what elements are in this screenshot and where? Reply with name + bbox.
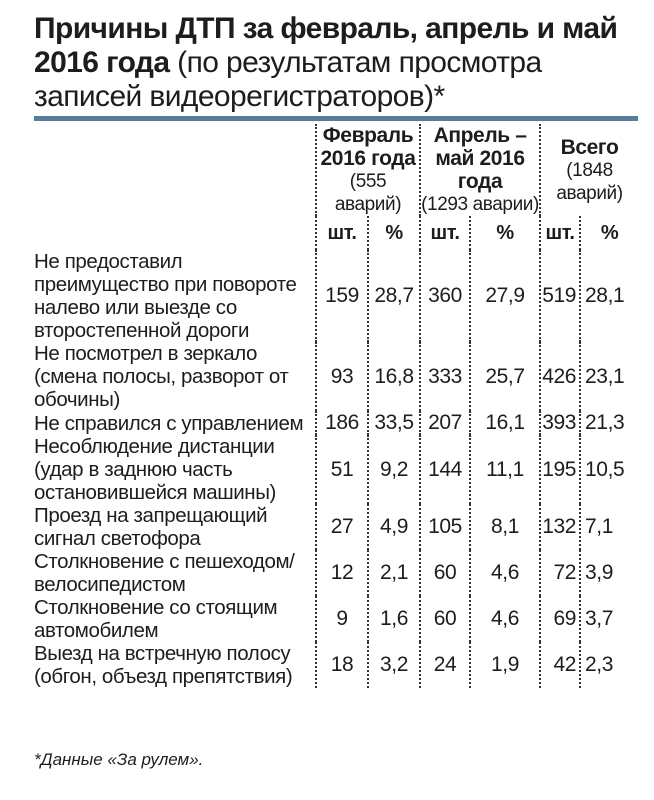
unit-count-feb: шт. xyxy=(316,216,368,250)
cell-total-count: 69 xyxy=(540,596,580,642)
cell-total-percent: 28,1 xyxy=(585,284,625,307)
cell-total-percent: 23,1 xyxy=(585,364,625,388)
row-label: Несоблюдение дистанции (удар в заднюю часть остановившейся машины) xyxy=(34,435,276,504)
row-label: Не предоставил преимущество при повороте налево или выезде со второстепенной дороги xyxy=(34,250,297,342)
row-label: Столкновение со стоящим автомобилем xyxy=(34,596,278,642)
page-title xyxy=(34,12,634,114)
unit-count-aprmay: шт. xyxy=(420,216,470,250)
table-row xyxy=(34,550,638,596)
cell-aprmay-percent: 4,6 xyxy=(491,561,520,584)
cell-total-count: 132 xyxy=(540,504,580,550)
unit-percent-total: % xyxy=(600,221,619,244)
cell-total-percent: 3,7 xyxy=(585,607,614,630)
row-label: Не справился с управлением xyxy=(34,411,304,435)
title-main: Причины ДТП за февраль, апрель и май 2016 года xyxy=(34,12,618,79)
cell-feb-count: 12 xyxy=(316,550,368,596)
cell-aprmay-count: 144 xyxy=(420,435,470,504)
cell-aprmay-percent: 4,6 xyxy=(491,607,520,630)
cell-total-percent: 10,5 xyxy=(585,457,625,481)
cell-aprmay-count: 60 xyxy=(420,550,470,596)
cell-aprmay-percent: 8,1 xyxy=(491,515,520,538)
unit-percent-aprmay: % xyxy=(496,221,514,244)
cell-aprmay-percent: 11,1 xyxy=(486,457,524,481)
row-label: Столкновение с пешеходом/ велосипедистом xyxy=(34,550,295,596)
table-row xyxy=(34,342,638,411)
cell-feb-count: 18 xyxy=(316,642,368,688)
row-label: Не посмотрел в зеркало (смена полосы, разворот от обочины) xyxy=(34,342,289,411)
cell-total-percent: 3,9 xyxy=(585,561,614,584)
april-may-note: (1293 аварии) xyxy=(421,194,539,215)
cell-aprmay-count: 24 xyxy=(420,642,470,688)
cell-aprmay-count: 60 xyxy=(420,596,470,642)
column-group-april-may xyxy=(420,124,540,216)
cell-feb-count: 27 xyxy=(316,504,368,550)
february-note: (555 аварий) xyxy=(334,171,402,215)
total-note: (1848 аварий) xyxy=(556,159,623,204)
table-row xyxy=(34,250,638,342)
blank-corner xyxy=(34,124,316,216)
cell-aprmay-percent: 27,9 xyxy=(485,284,525,307)
unit-header-row xyxy=(34,216,638,250)
cell-aprmay-percent: 16,1 xyxy=(485,411,525,434)
cell-total-count: 42 xyxy=(540,642,580,688)
cell-total-count: 195 xyxy=(540,435,580,504)
table-row xyxy=(34,642,638,688)
table-row xyxy=(34,504,638,550)
cell-aprmay-percent: 25,7 xyxy=(485,364,525,388)
column-group-total xyxy=(540,124,638,216)
table-row xyxy=(34,435,638,504)
cell-total-percent: 2,3 xyxy=(585,653,614,676)
accident-causes-table xyxy=(34,124,638,688)
group-header-row xyxy=(34,124,638,216)
cell-feb-percent: 16,8 xyxy=(374,364,414,388)
cell-aprmay-count: 207 xyxy=(420,411,470,435)
table-row xyxy=(34,596,638,642)
cell-feb-percent: 33,5 xyxy=(374,411,414,434)
cell-total-percent: 21,3 xyxy=(585,411,625,434)
cell-feb-count: 51 xyxy=(316,435,368,504)
row-label: Выезд на встречную полосу (обгон, объезд препятствия) xyxy=(34,642,293,688)
cell-total-count: 72 xyxy=(540,550,580,596)
unit-percent-feb: % xyxy=(385,221,403,244)
total-head: Всего xyxy=(560,135,619,159)
row-label: Проезд на запрещающий сигнал светофора xyxy=(34,504,268,550)
cell-total-count: 393 xyxy=(540,411,580,435)
april-may-head: Апрель – май 2016 года xyxy=(433,124,527,193)
cell-aprmay-count: 333 xyxy=(420,342,470,411)
unit-count-total: шт. xyxy=(540,216,580,250)
cell-feb-percent: 2,1 xyxy=(380,561,408,584)
cell-feb-count: 186 xyxy=(316,411,368,435)
title-subtitle: (по результатам просмотра записей видеорегистраторов)* xyxy=(34,46,542,113)
cell-aprmay-percent: 1,9 xyxy=(491,653,520,676)
cell-total-count: 426 xyxy=(540,342,580,411)
cell-feb-count: 159 xyxy=(316,250,368,342)
cell-feb-count: 93 xyxy=(316,342,368,411)
footnote: *Данные «За рулем». xyxy=(34,750,204,769)
title-divider xyxy=(34,116,638,121)
february-head: Февраль 2016 года xyxy=(320,124,416,170)
column-group-february xyxy=(316,124,420,216)
cell-feb-percent: 1,6 xyxy=(380,607,408,630)
cell-total-percent: 7,1 xyxy=(585,515,614,538)
cell-feb-percent: 28,7 xyxy=(374,284,414,307)
cell-feb-percent: 9,2 xyxy=(380,457,408,481)
cell-feb-percent: 3,2 xyxy=(380,653,408,676)
cell-total-count: 519 xyxy=(540,250,580,342)
cell-feb-percent: 4,9 xyxy=(380,515,408,538)
cell-aprmay-count: 105 xyxy=(420,504,470,550)
table-row xyxy=(34,411,638,435)
cell-feb-count: 9 xyxy=(316,596,368,642)
cell-aprmay-count: 360 xyxy=(420,250,470,342)
